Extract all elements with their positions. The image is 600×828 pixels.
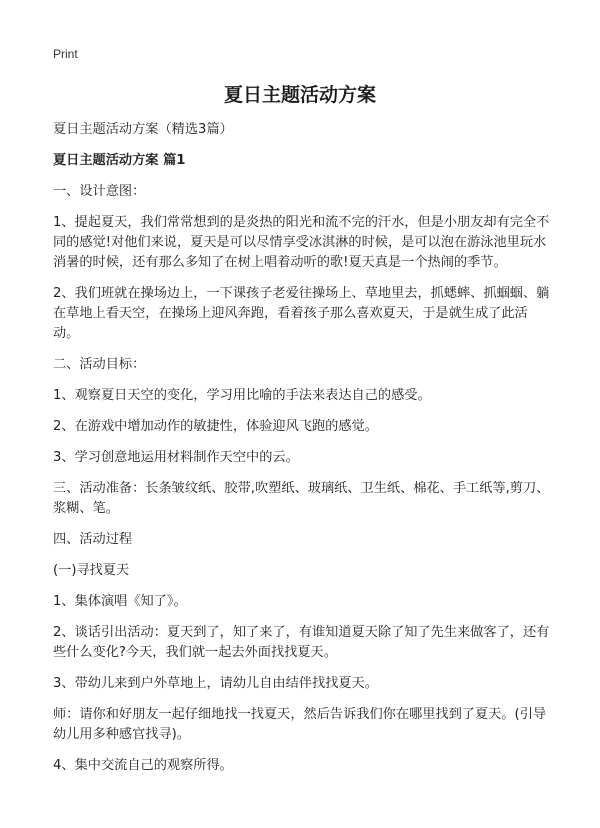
section-heading: 夏日主题活动方案 篇1 — [53, 153, 186, 168]
paragraph-step-3: 3、带幼儿来到户外草地上，请幼儿自由结伴找找夏天。 — [53, 676, 378, 691]
heading-find-summer: (一)寻找夏天 — [53, 563, 130, 578]
heading-process: 四、活动过程 — [53, 532, 133, 547]
paragraph-intent-2: 2、我们班就在操场边上，一下课孩子老爱往操场上、草地里去，抓蟋蟀、抓蝈蝈、躺在草地上看天空，在操场上迎风奔跑，看着孩子那么喜欢夏天，于是就生成了此活动。 — [53, 286, 550, 341]
heading-goals: 二、活动目标： — [53, 357, 146, 372]
paragraph-teacher: 师：请你和好朋友一起仔细地找一找夏天，然后告诉我们你在哪里找到了夏天。(引导幼儿用多种感官找寻)。 — [53, 707, 547, 742]
print-label: Print — [53, 47, 78, 61]
paragraph-preparation: 三、活动准备：长条皱纹纸、胶带,吹塑纸、玻璃纸、卫生纸、棉花、手工纸等,剪刀、浆糊、笔。 — [53, 481, 550, 516]
heading-design-intent: 一、设计意图： — [53, 184, 146, 199]
paragraph-goal-1: 1、观察夏日天空的变化，学习用比喻的手法来表达自己的感受。 — [53, 388, 431, 403]
paragraph-goal-3: 3、学习创意地运用材料制作天空中的云。 — [53, 450, 299, 465]
document-body — [53, 120, 553, 787]
paragraph-step-2: 2、谈话引出活动：夏天到了，知了来了，有谁知道夏天除了知了先生来做客了，还有些什么变化?今天，我们就一起去外面找找夏天。 — [53, 625, 550, 660]
paragraph-step-4: 4、集中交流自己的观察所得。 — [53, 758, 233, 773]
paragraph-step-1: 1、集体演唱《知了》。 — [53, 594, 187, 609]
document-title: 夏日主题活动方案 — [223, 84, 376, 106]
paragraph-goal-2: 2、在游戏中增加动作的敏捷性，体验迎风飞跑的感觉。 — [53, 419, 378, 434]
paragraph-intent-1: 1、提起夏天，我们常常想到的是炎热的阳光和流不完的汗水，但是小朋友却有完全不同的感觉!对他们来说，夏天是可以尽情享受冰淇淋的时候，是可以泡在游泳池里玩水消暑的时候，还有那么多知了在树上唱着动听的歌!夏天真是一个热闹的季节。 — [53, 215, 550, 270]
subtitle-paragraph: 夏日主题活动方案（精选3篇） — [53, 122, 233, 137]
